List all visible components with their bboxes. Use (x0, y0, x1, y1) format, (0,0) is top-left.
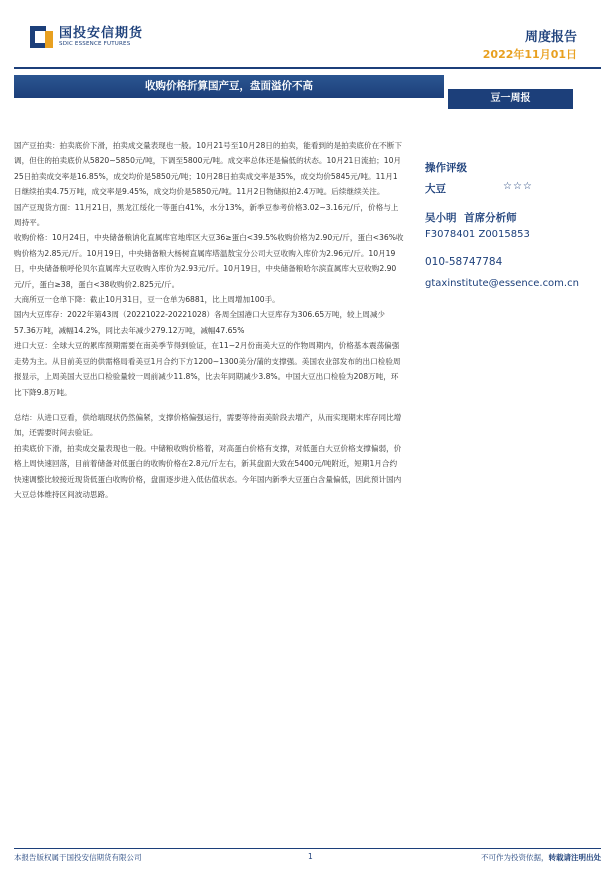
report-type: 周度报告 (524, 30, 577, 45)
paragraph-auction: 国产豆拍卖：拍卖底价下滑，拍卖成交量表现也一般。10月21号至10月28日的拍卖，能看到的是拍卖底价在不断下调，但住的拍卖底价从5820~5850元/吨，下调至5800元/吨。成交率总体还是偏低的状态。10月21日流拍；10月25日拍卖成交率是16.85%，成交均价是5850元/吨；10月28日拍卖成交率是35%，成交均价5845元/吨。11月1日继续拍卖4.75万吨，成交率是9.45%，成交均价是5850元/吨。11月2日物储拟拍2.4万吨。后续继续关注。 (14, 141, 402, 197)
rating-title: 操作评级 (425, 162, 467, 174)
company-logo (30, 26, 143, 48)
page-number: 1 (308, 852, 313, 861)
rating-row (425, 181, 610, 196)
paragraph-purchase-price: 收购价格：10月24日，中央储备粮讷化直属库官地库区大豆36≥蛋白<39.5%收购价格为2.90元/斤，蛋白<36%收购价格为2.85元/斤。10月19日，中央储备粮大杨树直属库塔温敖宝分公司大豆收购入库价为2.96元/斤。10月19日，中央储备粮呼伦贝尔直属库大豆收购入库价为2.93元/斤。10月19日，中央储备粮哈尔滨直属库大豆收购2.90元/斤，蛋白≥38，蛋白<38收购价2.825元/斤。 (14, 233, 404, 289)
logo-mark-icon (30, 26, 54, 48)
analyst-name: 吴小明 (425, 212, 457, 224)
report-date: 2022年11月01日 (482, 48, 577, 61)
paragraph-imports: 进口大豆：全球大豆的累库预期需要在南美季节得到验证，在11~2月份南美大豆的作物周期内，价格基本震荡偏强走势为主。从目前美豆的供需格局看美豆1月合约下方1200~1300美分/蒲的支撑强。美国农业部发布的出口检验周报显示，上周美国大豆出口检验量较一周前减少11.8%，比去年同期减少3.8%。中国大豆出口检验为208万吨，环比下降9.8万吨。 (14, 341, 401, 397)
contact-email[interactable]: gtaxinstitute@essence.com.cn (425, 278, 579, 289)
footer-disclaimer (481, 852, 601, 863)
paragraph-warehouse-receipt: 大商所豆一仓单下降：截止10月31日，豆一仓单为6881，比上周增加100手。 (14, 295, 280, 305)
footer-copyright: 本报告版权属于国投安信期货有限公司 (14, 853, 142, 862)
headline-banner: 收购价格折算国产豆，盘面溢价不高 (14, 75, 444, 98)
paragraph-summary: 总结：从进口豆看，供给端现状仍然偏紧，支撑价格偏强运行，需要等待南美阶段去增产，从而实现期末库存同比增加，还需要时间去验证。 (14, 412, 402, 438)
report-body (14, 138, 404, 502)
analyst (425, 210, 610, 225)
sidebar (425, 160, 610, 289)
logo-cn: 国投安信期货 (59, 25, 144, 41)
disclaimer-bold: 转载请注明出处 (548, 853, 601, 862)
logo-en: SDIC ESSENCE FUTURES (59, 40, 131, 47)
logo-text (59, 27, 143, 48)
paragraph-inventory: 国内大豆库存：2022年第43周（20221022-20221028）各周全国港口大豆库存为306.65万吨，较上周减少57.36万吨，减幅14.2%，同比去年减少279.12万吨，减幅47.65% (14, 310, 386, 335)
report-tag: 豆一周报 (448, 89, 573, 109)
analyst-certificates: F3078401 Z0015853 (425, 229, 530, 240)
contact-phone: 010-58747784 (425, 256, 503, 268)
paragraph-summary-detail: 拍卖底价下滑，拍卖成交量表现也一般。中储粮收购价格着，对高蛋白价格有支撑，对低蛋白大豆价格支撑偏弱，价格上周快速回落，目前着储备对低蛋白的收购价格在2.8元/斤左右，新其盘面大致在5400元/吨附近，短期1月合约快速调整比较接近现货低蛋白收购价格，盘面逐步进入低估值状态。今年国内新季大豆蛋白含量偏低，因此预计国内大豆总体维持区间波动思路。 (14, 443, 402, 499)
paragraph-spot: 国产豆现货方面：11月21日，黑龙江绥化一等蛋白41%，水分13%，新季豆参考价格3.02~3.16元/斤，价格与上周持平。 (14, 202, 399, 228)
footer-divider (14, 848, 601, 849)
disclaimer-prefix: 不可作为投资依据， (481, 853, 549, 862)
analyst-title: 首席分析师 (464, 212, 517, 224)
header-divider (14, 67, 601, 69)
rating-label: 大豆 (425, 183, 446, 195)
rating-stars-icon: ☆☆☆ (503, 181, 533, 192)
